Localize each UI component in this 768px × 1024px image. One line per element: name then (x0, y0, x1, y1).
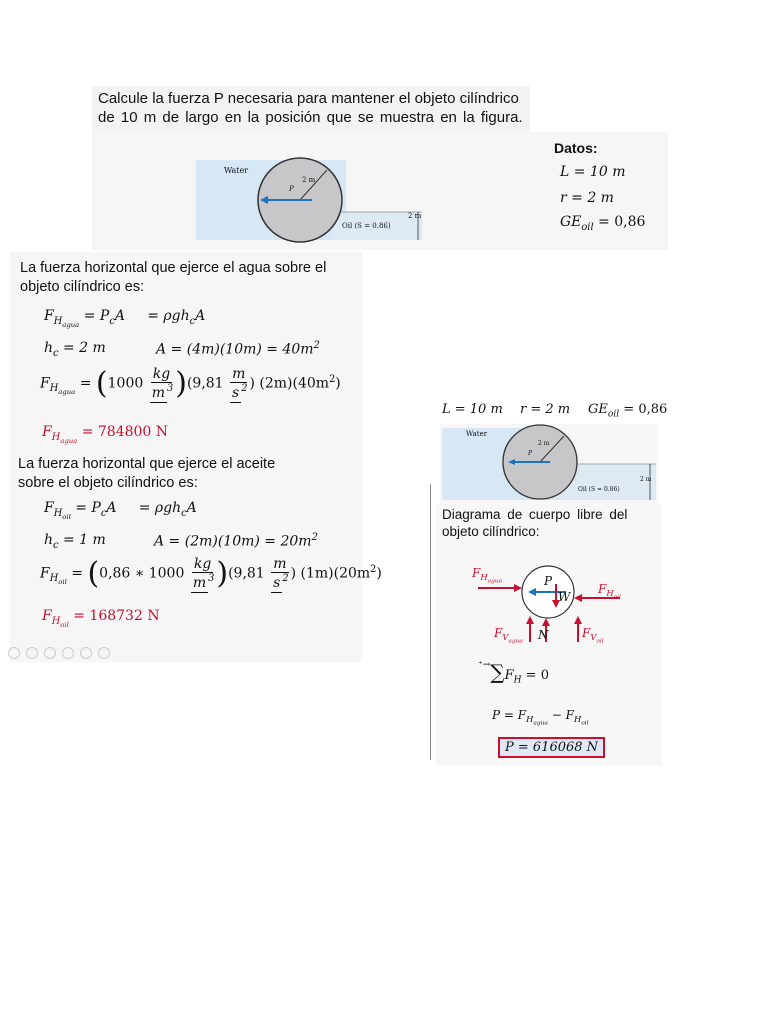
radius-label-small: 2 m (538, 440, 550, 447)
right-ge: $GE_{oil} = 0,86$ (588, 402, 668, 420)
fbd-n-arrow-icon (542, 618, 550, 626)
water-label-small: Water (466, 430, 488, 438)
fbd-label-p: P (544, 574, 553, 588)
problem-figure-panel (92, 132, 668, 250)
radius-label: 2 m (302, 176, 316, 184)
oil-heading-2: sobre el objeto cilíndrico es: (18, 475, 198, 491)
depth-label-small: 2 m (640, 476, 652, 483)
fbd-fh-oil-arrow-icon (574, 594, 582, 602)
water-calc: $F_{H_{agua}} = (1000$ $\frac{kg}{m ^3}$ )(9,81 $\frac{m}{s ^2}$ ) $(2m)(40m^2)$ (40, 366, 341, 401)
fbd-fv-oil-arrow-icon (574, 616, 582, 624)
datos-ge: $GE_{oil} = 0,86$ (560, 214, 646, 233)
problem-line-2: de 10 m de largo en la posición que se muestra en la figura. (98, 109, 523, 126)
fbd-label-n: N (538, 628, 549, 642)
right-figure-panel (440, 424, 658, 504)
datos-L: L = 10 m (560, 164, 626, 180)
oil-hc: $h_c = 1$ m (44, 532, 106, 551)
oil-heading-1: La fuerza horizontal que ejerce el aceite (18, 456, 276, 472)
oil-result: $F_{H_{oil}} = 168732$ N (42, 608, 160, 629)
zoom-icon (80, 647, 92, 659)
water-area: $A = (4m)(10m) = 40m^2$ (156, 340, 320, 358)
oil-eq-definition: $F_{H_{oil}} = P_cA$ = ρgh$_c$A (44, 500, 197, 521)
more-icon (98, 647, 110, 659)
fbd-label-fv-oil: $F_{V_{oil}}$ (582, 626, 604, 646)
water-eq-definition: $F_{H_{agua}} = P_cA$ = ρgh$_c$A (44, 308, 206, 329)
edit-icon (44, 647, 56, 659)
play-icon (8, 647, 20, 659)
player-controls (8, 644, 116, 663)
p-result: P = 616068 N (498, 740, 605, 755)
fbd-label-fh-agua: $F_{H_{agua}}$ (472, 566, 503, 586)
dcl-heading-1: Diagrama de cuerpo libre del (442, 507, 628, 522)
water-label: Water (224, 166, 249, 175)
vertical-divider (430, 484, 431, 760)
gallery-icon (62, 647, 74, 659)
oil-calc: $F_{H_{oil}} = (0,86$ ∗ 1000 $\frac{kg}{m ^3}$ )(9,81 $\frac{m}{s ^2}$ ) $(1m)(20m^2)$ (40, 556, 382, 591)
oil-area: $A = (2m)(10m) = 20m^2$ (154, 532, 318, 550)
fbd-label-fh-oil: $F_{H_{oil}}$ (598, 582, 621, 602)
force-label-small: P (528, 450, 533, 457)
right-L: L = 10 m (442, 402, 503, 417)
datos-r: r = 2 m (560, 190, 614, 206)
force-label: P (289, 185, 294, 193)
oil-label-small: Oil (S = 0.86) (578, 486, 620, 493)
fbd-fh-agua-arrow-icon (514, 584, 522, 592)
right-r: r = 2 m (520, 402, 571, 417)
fbd-fv-agua-arrow-icon (526, 616, 534, 624)
problem-line-1: Calcule la fuerza P necesaria para mantener el objeto cilíndrico (98, 90, 519, 107)
p-equation: $P = F_{H_{agua}} - F_{H_{oil}}$ (492, 708, 589, 728)
water-heading-1: La fuerza horizontal que ejerce el agua sobre el (20, 260, 327, 276)
problem-statement (92, 86, 530, 132)
depth-label: 2 m (408, 212, 422, 220)
water-heading-2: objeto cilíndrico es: (20, 279, 145, 295)
dcl-heading-2: objeto cilíndrico: (442, 524, 540, 539)
fbd-label-w: W (558, 590, 571, 604)
oil-label: Oil (S = 0.86) (342, 222, 391, 230)
sum-forces: $^{^+\to}\sum F_H = 0$ (478, 660, 549, 686)
pen-icon (26, 647, 38, 659)
water-result: $F_{H_{agua}} = 784800$ N (42, 424, 169, 445)
water-hc: $h_c = 2$ m (44, 340, 106, 359)
datos-title: Datos: (554, 140, 598, 156)
fbd-label-fv-agua: $F_{V_{agua}}$ (494, 626, 523, 646)
